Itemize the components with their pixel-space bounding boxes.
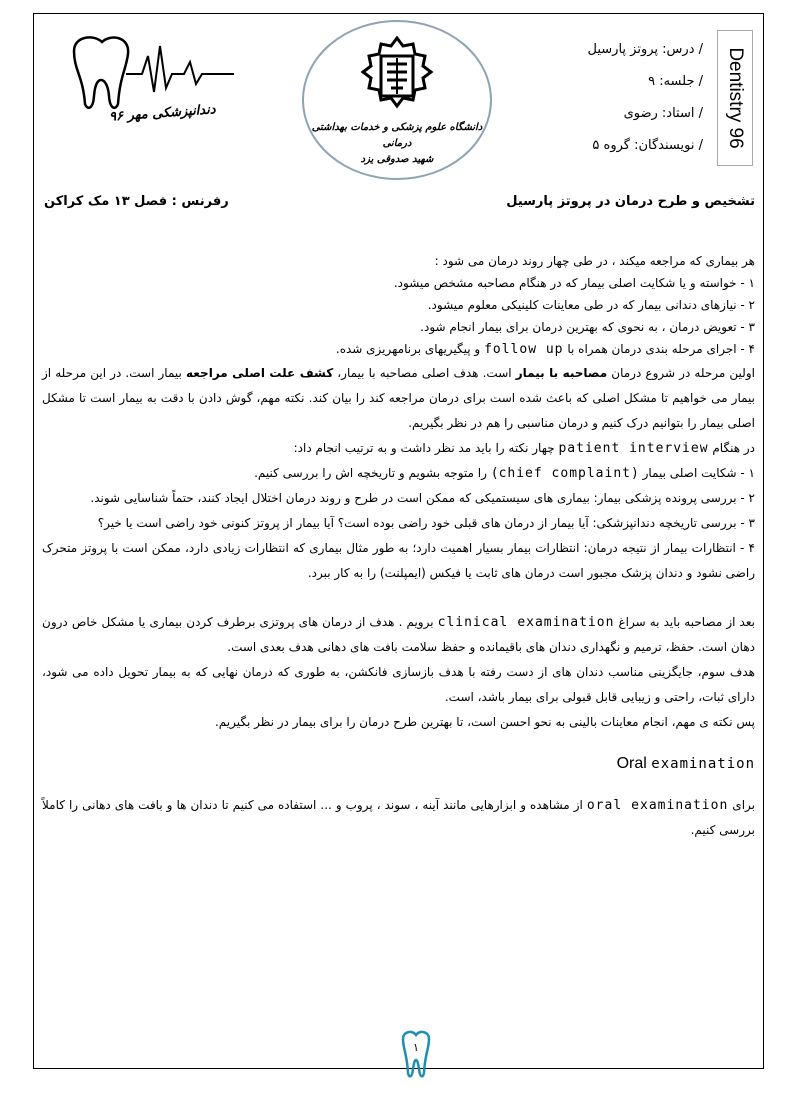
patient-interview-text-a: در هنگام — [712, 441, 755, 455]
intro-item-3: ۳ - تعویض درمان ، به نحوی که بهترین درمان برای بیمار انجام شود. — [420, 320, 755, 334]
dental-logo-text: دندانپزشکی مهر ۹۶ — [108, 102, 217, 125]
meta-course-value: پروتز پارسیل — [587, 42, 659, 57]
step-4: ۴ - انتظارات بیمار از نتیجه درمان: انتظارات بیمار بسیار اهمیت دارد؛ به طور مثال بیماری که انتظارات زیادی دارد، ممکن است با پروتز متحرک راضی نشود و دندان پزشک مجبور است درمان های ثابت یا فیکس (ایمپلنت) را به کار ببرد. — [42, 541, 755, 580]
oral-examination-heading — [42, 755, 755, 773]
clinical-term: clinical examination — [437, 615, 615, 630]
interview-bold-1: مصاحبه با بیمار — [515, 366, 608, 380]
oral-heading-a: Oral — [616, 755, 647, 772]
meta-course-key: / درس: — [662, 42, 703, 57]
meta-professor-key: / استاد: — [661, 106, 703, 121]
document-body — [34, 250, 763, 843]
clinical-conclusion: پس نکته ی مهم، انجام معاینات بالینی به نحو احسن است، تا بهترین طرح درمان را برای بیمار در نظر بگیریم. — [214, 715, 755, 729]
meta-session — [588, 66, 703, 98]
patient-interview-term: patient interview — [558, 441, 709, 456]
header — [34, 14, 763, 199]
patient-interview-text-b: چهار نکته را باید مد نظر داشت و به ترتیب انجام داد: — [293, 441, 555, 455]
meta-professor-value: رضوی — [623, 106, 658, 121]
meta-session-value: ۹ — [648, 74, 656, 89]
course-tab — [717, 30, 753, 166]
meta-authors-value: گروه ۵ — [592, 138, 630, 153]
oral-text-b: از مشاهده و ابزارهایی مانند آینه ، سوند ، پروب و ... استفاده می کنیم تا دندان ها و بافت های دهانی را کاملاً بررسی کنیم. — [42, 798, 755, 837]
page-number-tooth — [399, 1029, 433, 1083]
step-1-term: (chief complaint) — [490, 466, 639, 481]
step-1 — [42, 461, 755, 486]
page-frame — [33, 13, 764, 1069]
clinical-text-b: برویم . هدف از درمان های پروتزی برطرف کردن بیماری یا مشکل خاص درون دهان است. حفظ، ترمیم و نگهداری دندان های باقیمانده و حفظ سلامت بافت های دهانی هدف بعدی است. — [42, 615, 755, 654]
meta-block — [588, 34, 703, 162]
meta-professor — [588, 98, 703, 130]
interview-text-1: اولین مرحله در شروع درمان — [611, 366, 755, 380]
oral-paragraph — [42, 793, 755, 843]
intro-item-4-text-a: ۴ - اجرای مرحله بندی درمان همراه با — [567, 342, 755, 356]
step-3: ۳ - بررسی تاریخچه دندانپزشکی: آیا بیمار از درمان های قبلی خود راضی بوده است؟ آیا بیمار از پروتز کنونی خود راضی است یا خیر؟ — [97, 516, 755, 530]
oral-heading-b: examination — [651, 756, 755, 772]
reference-label: رفرنس : فصل ۱۳ مک کراکن — [44, 194, 229, 209]
interview-text-3: بیمار است. در این مرحله از بیمار می خواهیم تا مشکل اصلی که باعث شده است برای درمان مراجعه کند را بیان کند. نکته مهم، گوش دادن با دقت به بیمار است تا مشکل اصلی بیمار را بتوانیم درک کنیم و درمان مناسبی را هم در نظر بگیریم. — [42, 366, 755, 430]
meta-authors — [588, 130, 703, 162]
intro-item-2: ۲ - نیازهای دندانی بیمار که در طی معاینات کلینیکی معلوم میشود. — [427, 298, 755, 312]
interview-bold-2: کشف علت اصلی مراجعه — [186, 366, 334, 380]
course-tab-label: Dentistry 96 — [725, 47, 746, 149]
document-title: تشخیص و طرح درمان در پروتز پارسیل — [506, 194, 755, 209]
intro-item-4 — [42, 338, 755, 361]
step-1-text-a: ۱ - شکایت اصلی بیمار — [642, 466, 755, 480]
step-1-text-b: را متوجه بشویم و تاریخچه اش را بررسی کنیم. — [254, 466, 487, 480]
dental-logo-icon — [64, 26, 244, 116]
intro-item-4-term: follow up — [484, 342, 564, 357]
university-city: شهید صدوقی یزد — [360, 154, 434, 165]
step-2: ۲ - بررسی پرونده پزشکی بیمار: بیماری های سیستمیکی که ممکن است در طرح و روند درمان اختلال ایجاد کنند، حتماً شناسایی شوند. — [90, 491, 755, 505]
oral-text-a: برای — [732, 798, 755, 812]
meta-authors-key: / نویسندگان: — [634, 138, 703, 153]
clinical-text-a: بعد از مصاحبه باید به سراغ — [618, 615, 755, 629]
meta-session-key: / جلسه: — [659, 74, 703, 89]
meta-course — [588, 34, 703, 66]
title-row — [34, 194, 763, 216]
tooth-icon — [399, 1029, 433, 1079]
interview-text-2: است. هدف اصلی مصاحبه با بیمار، — [337, 366, 512, 380]
interview-paragraph — [42, 361, 755, 436]
university-name: دانشگاه علوم پزشکی و خدمات بهداشتی درمانی — [311, 122, 483, 149]
clinical-paragraph — [42, 610, 755, 660]
clinical-goal-3: هدف سوم، جایگزینی مناسب دندان های از دست رفته با هدف بازسازی فانکشن، به طوری که درمان نهایی که به بیمار تحویل داده می شود، دارای ثبات، راحتی و زیبایی قابل قبولی برای بیمار باشد، است. — [42, 665, 755, 704]
patient-interview-line — [42, 436, 755, 461]
intro-item-4-text-b: و پیگیریهای برنامهریزی شده. — [335, 342, 481, 356]
university-emblem-icon — [357, 36, 437, 112]
university-emblem — [302, 20, 492, 180]
page-number: ۱ — [413, 1041, 419, 1054]
intro-item-1: ۱ - خواسته و یا شکایت اصلی بیمار که در هنگام مصاحبه مشخص میشود. — [393, 276, 755, 290]
intro-lead: هر بیماری که مراجعه میکند ، در طی چهار روند درمان می شود : — [434, 254, 755, 268]
oral-term: oral examination — [586, 798, 729, 813]
